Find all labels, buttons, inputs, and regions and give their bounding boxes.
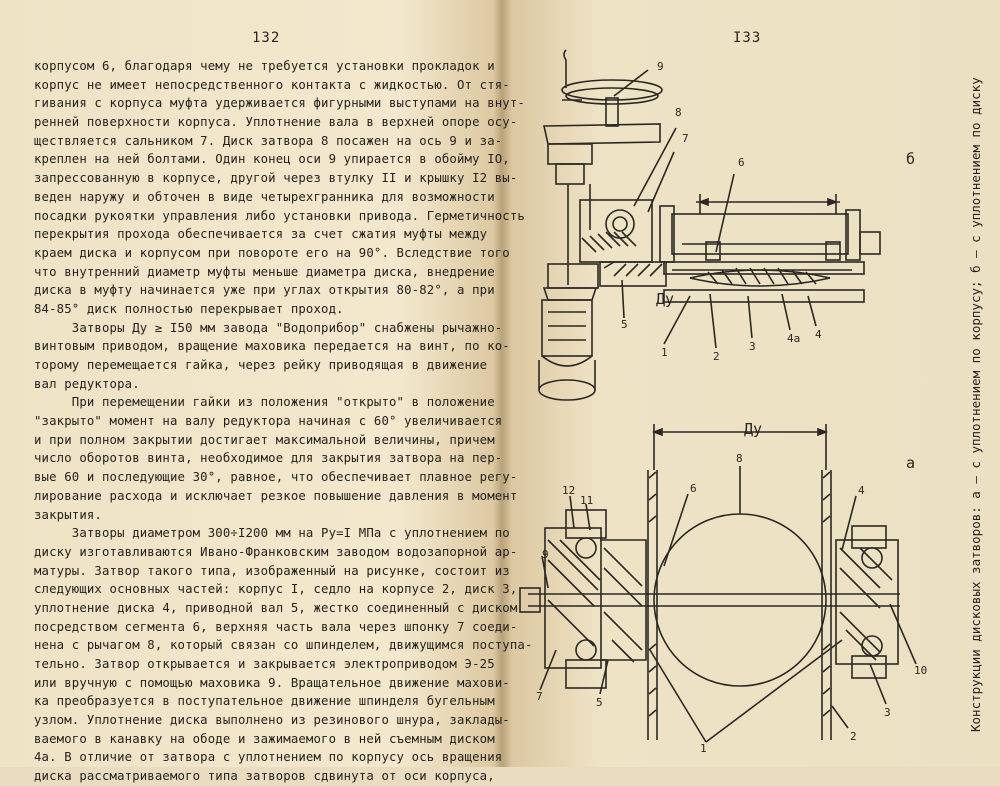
- figure-b-callout: 5: [596, 696, 603, 709]
- figure-caption: [948, 77, 983, 732]
- text-line: Затворы Ду ≥ I50 мм завода "Водоприбор" снабжены рычажно-: [34, 320, 503, 335]
- figure-a-dimension-label: Ду: [656, 290, 675, 308]
- text-line: ка преобразуется в поступательное движение шпинделя бугельным: [34, 694, 495, 709]
- figure-b-callout: 6: [690, 482, 697, 495]
- text-line: веден наружу и обточен в виде четырехгранника для возможности: [34, 189, 495, 204]
- text-line: диска в муфту начинается уже при углах открытия 80-82°, а при: [34, 283, 495, 298]
- text-line: следующих основных частей: корпус I, седло на корпусе 2, диск 3,: [34, 582, 518, 597]
- text-line: вал редуктора.: [34, 376, 140, 391]
- text-line: ваемого в канавку на ободе и зажимаемого в ней съемным диском: [34, 731, 495, 746]
- text-line: При перемещении гайки из положения "открыто" в положение: [34, 395, 495, 410]
- text-line: вые 60 и последующие 30°, равное, что обеспечивает плавное регу-: [34, 470, 518, 485]
- text-line: диску изготавливаются Ивано-Франковским заводом водозапорной ар-: [34, 544, 518, 559]
- text-line: посредством сегмента 6, верхняя часть вала через шпонку 7 соеди-: [34, 619, 518, 634]
- figure-b-callout: 7: [536, 690, 543, 703]
- figure-a-callout: 6: [738, 156, 745, 169]
- figure-a-callout: 4: [815, 328, 822, 341]
- text-line: и при полном закрытии достигает максимальной величины, причем: [34, 432, 495, 447]
- figure-a-callout: 2: [713, 350, 720, 363]
- figure-b-side-label: а: [906, 454, 916, 472]
- figure-b-callout: 3: [884, 706, 891, 719]
- text-line: ществляется сальником 7. Диск затвора 8 посажен на ось 9 и за-: [34, 133, 503, 148]
- text-line: матуры. Затвор такого типа, изображенный на рисунке, состоит из: [34, 563, 510, 578]
- text-line: торому перемещается гайка, через рейку приводящая в движение: [34, 358, 488, 372]
- figure-b-callout: 9: [542, 548, 549, 561]
- text-line: винтовым приводом, вращение маховика передается на винт, по ко-: [34, 339, 510, 354]
- text-line: число оборотов винта, необходимое для закрытия затвора на пер-: [34, 451, 503, 466]
- text-line: перекрытия прохода обеспечивается за счет сжатия муфты между: [34, 227, 488, 242]
- text-line: закрытия.: [34, 507, 102, 522]
- text-line: "закрыто" момент на валу редуктора начиная с 60° увеличивается: [34, 414, 503, 429]
- text-line: ренней поверхности корпуса. Уплотнение вала в верхней опоре осу-: [34, 115, 518, 130]
- text-line: узлом. Уплотнение диска выполнено из резинового шнура, заклады-: [34, 713, 510, 728]
- figure-a-callout: 7: [682, 132, 689, 145]
- figure-b-callout: 12: [562, 484, 576, 497]
- figure-b-drawing: [520, 424, 916, 742]
- figure-a-callout: 4а: [787, 332, 801, 345]
- figure-b-callout: 1: [700, 742, 707, 755]
- text-line: лирование расхода и исключает резкое повышение давления в момент: [34, 488, 518, 503]
- text-line: или вручную с помощью маховика 9. Вращательное движение махови-: [34, 675, 510, 690]
- text-line: 4а. В отличие от затвора с уплотнением по корпусу ось вращения: [34, 750, 503, 765]
- figure-a-callout: 3: [749, 340, 756, 353]
- figure-b-callout: 10: [914, 664, 928, 677]
- figure-b-callout: 11: [580, 494, 594, 507]
- figure-a-callout: 5: [621, 318, 628, 331]
- text-line: диска рассматриваемого типа затворов сдвинута от оси корпуса,: [34, 769, 495, 784]
- text-line: гивания с корпуса муфта удерживается фигурными выступами на внут-: [34, 96, 525, 111]
- figure-b-callout: 8: [736, 452, 743, 465]
- text-line: нена с рычагом 8, который связан со шпинделем, движущимся поступа-: [34, 638, 533, 653]
- figure-a-callout: 9: [657, 60, 664, 73]
- text-line: креплен на ней болтами. Один конец оси 9 упирается в обойму IO,: [34, 152, 510, 167]
- figure-b-callout: 2: [850, 730, 857, 743]
- text-line: корпусом 6, благодаря чему не требуется установки прокладок и: [34, 59, 495, 73]
- text-line: краем диска и корпусом при повороте его на 90°. Вследствие того: [34, 245, 510, 260]
- left-page-number: 132: [252, 30, 281, 46]
- text-line: посадки рукоятки управления либо установки привода. Герметичность: [34, 208, 525, 223]
- figure-a-drawing: [539, 50, 880, 400]
- text-line: 84-85° диск полностью перекрывает проход.: [34, 301, 344, 316]
- figure-a-callout: 8: [675, 106, 682, 119]
- text-line: тельно. Затвор открывается и закрывается электроприводом Э-25: [34, 657, 495, 671]
- right-page-number: I33: [733, 30, 762, 46]
- figure-a-callout: 1: [661, 346, 668, 359]
- figure-b-dimension-label: Ду: [744, 420, 763, 438]
- figure-a-side-label: б: [906, 150, 916, 168]
- text-line: что внутренний диаметр муфты меньше диаметра диска, внедрение: [34, 264, 495, 279]
- figure-caption-text: Конструкции дисковых затворов: а – с уплотнением по корпусу; б – с уплотнением по диску: [968, 77, 983, 732]
- text-line: уплотнение диска 4, приводной вал 5, жестко соединенный с диском: [34, 600, 518, 615]
- text-line: Затворы диаметром 300÷I200 мм на Ру=I МПа с уплотнением по: [34, 526, 510, 541]
- text-line: запрессованную в корпусе, другой через втулку II и крышку I2 вы-: [34, 171, 518, 186]
- figure-b-callout: 4: [858, 484, 865, 497]
- text-line: корпус не имеет непосредственного контакта с жидкостью. От стя-: [34, 77, 510, 92]
